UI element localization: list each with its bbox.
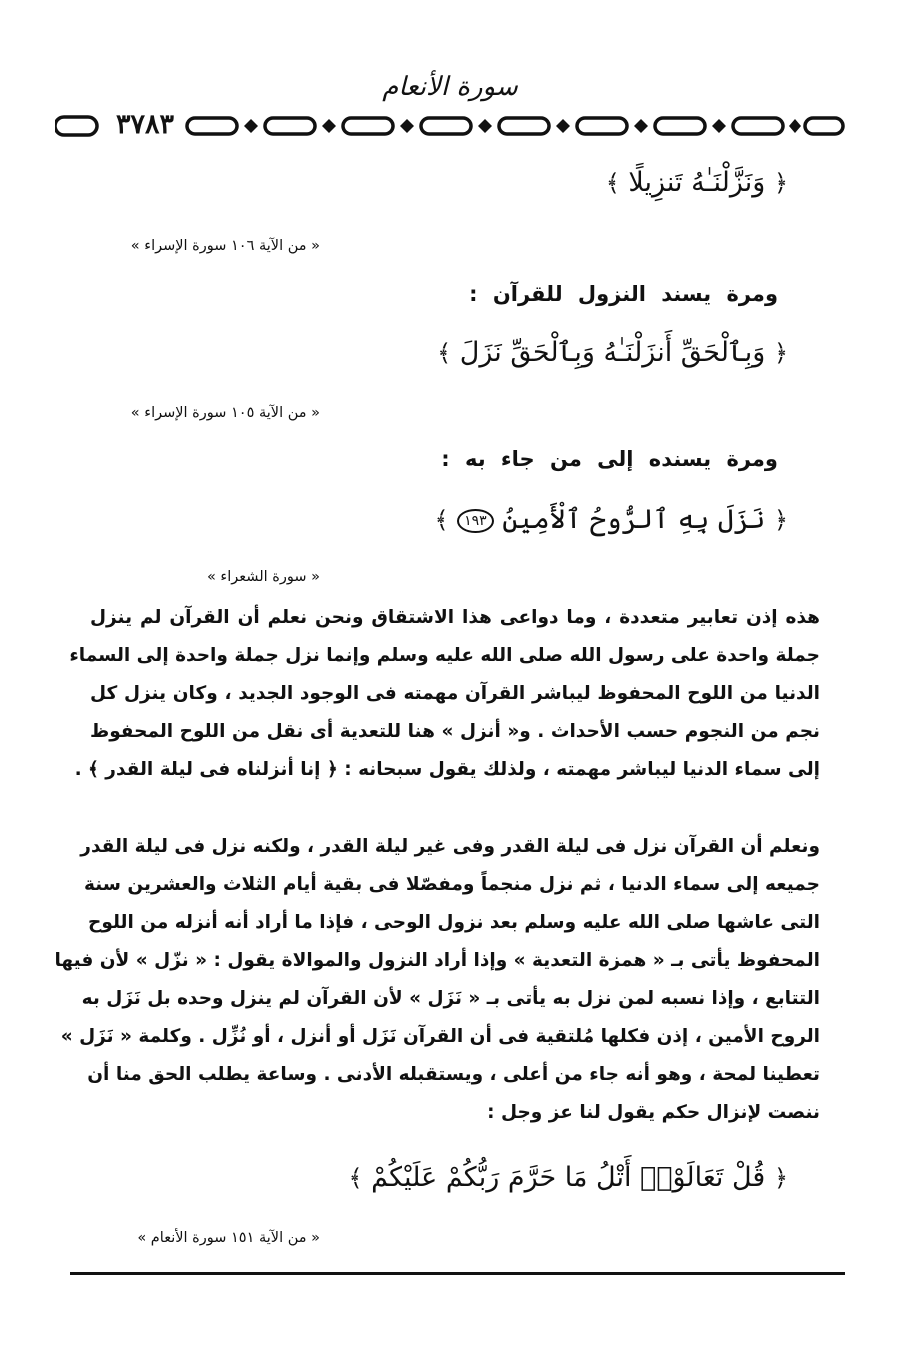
verse-reference-4: « من الآية ١٥١ سورة الأنعام »	[137, 1230, 320, 1246]
bottom-rule	[70, 1272, 845, 1275]
text-line: الروح الأمين ، إذن فكلها مُلتقية فى أن القرآن نَزَل أو أنزل ، أو نُزِّل . وكلمة « نَزَل »	[60, 1026, 820, 1047]
text-line: ننصت لإنزال حكم يقول لنا عز وجل :	[487, 1102, 820, 1123]
intro-text-2: ومرة يسند النزول للقرآن :	[469, 282, 778, 306]
verse-number-marker: ١٩٣	[457, 509, 494, 533]
ornate-bracket-close: ﴾	[605, 169, 620, 197]
text-line: هذه إذن تعابير متعددة ، وما دواعى هذا الاشتقاق ونحن نعلم أن القرآن لم ينزل	[90, 607, 820, 628]
text-line: جملة واحدة على رسول الله صلى الله عليه وسلم وإنما نزل جملة واحدة إلى السماء	[69, 645, 820, 666]
ornate-bracket-open: ﴿	[773, 339, 788, 367]
quran-verse-2	[437, 333, 788, 373]
text-line: المحفوظ يأتى بـ « همزة التعدية » وإذا أراد النزول والموالاة يقول : « نزّل » لأن فيها	[54, 950, 820, 971]
text-line: إلى سماء الدنيا ليباشر مهمته ، ولذلك يقول سبحانه : ﴿ إنا أنزلناه فى ليلة القدر ﴾ .	[74, 759, 820, 780]
verse-reference-1: « من الآية ١٠٦ سورة الإسراء »	[130, 238, 320, 254]
intro-text-3: ومرة يسنده إلى من جاء به :	[441, 447, 778, 471]
text-line: الدنيا من اللوح المحفوظ ليباشر القرآن مهمته فى الوجود الجديد ، وكان ينزل كل	[90, 683, 820, 704]
quran-verse-3	[434, 500, 788, 540]
quran-verse-1	[606, 163, 788, 203]
ornate-bracket-close: ﴾	[437, 339, 452, 367]
ornate-bracket-open: ﴿	[773, 169, 788, 197]
verse-reference-2: « من الآية ١٠٥ سورة الإسراء »	[130, 405, 320, 421]
page-number: ٣٧٨٣	[115, 109, 174, 140]
text-line: تعطينا لمحة ، وهو أنه جاء من أعلى ، ويستقبله الأدنى . وساعة يطلب الحق منا أن	[87, 1064, 820, 1085]
verse-text: قُلْ تَعَالَوْا۟ أَتْلُ مَا حَرَّمَ رَبُّكُمْ عَلَيْكُمْ	[371, 1162, 766, 1193]
ornate-bracket-open: ﴿	[773, 506, 788, 534]
ornate-bracket-close: ﴾	[348, 1164, 363, 1192]
verse-reference-3: « سورة الشعراء »	[206, 569, 320, 585]
surah-title: سورة الأنعام	[382, 72, 518, 102]
text-line: جميعه إلى سماء الدنيا ، ثم نزل منجماً ومفصّلا فى بقية أيام الثلاث والعشرين سنة	[83, 874, 820, 895]
ornate-bracket-open: ﴿	[773, 1164, 788, 1192]
verse-text: وَنَزَّلْنَـٰهُ تَنزِيلًا	[628, 167, 766, 198]
verse-text: نَزَلَ بِهِ ٱلرُّوحُ ٱلْأَمِينُ	[502, 504, 766, 535]
ornate-bracket-close: ﴾	[434, 506, 449, 534]
text-line: نجم من النجوم حسب الأحداث . و« أنزل » هنا للتعدية أى نقل من اللوح المحفوظ	[90, 721, 820, 742]
text-line: التتابع ، وإذا نسبه لمن نزل به يأتى بـ « نَزَل » لأن القرآن لم ينزل وحده بل نَزَل به	[81, 988, 820, 1009]
text-line: التى عاشها صلى الله عليه وسلم بعد نزول الوحى ، فإذا ما أراد أنه أنزله من اللوح	[88, 912, 820, 933]
text-line: ونعلم أن القرآن نزل فى ليلة القدر وفى غير ليلة القدر ، ولكنه نزل فى ليلة القدر	[80, 836, 820, 857]
verse-text: وَبِٱلْحَقِّ أَنزَلْنَـٰهُ وَبِٱلْحَقِّ نَزَلَ	[459, 337, 766, 368]
quran-verse-4	[349, 1158, 788, 1198]
